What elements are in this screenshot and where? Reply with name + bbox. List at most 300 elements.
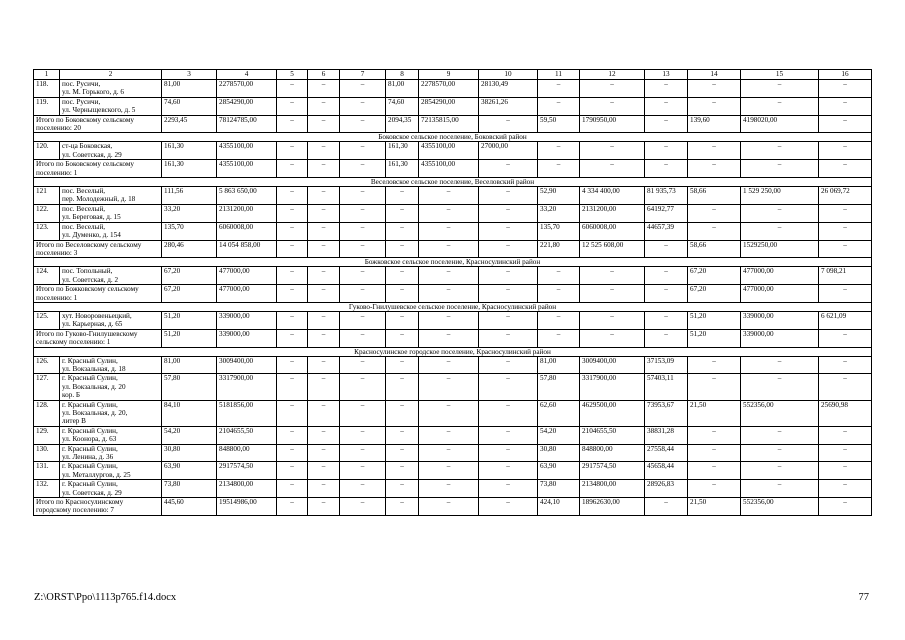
table-cell: 339000,00 (741, 329, 819, 347)
table-cell: – (340, 374, 386, 400)
table-cell: – (688, 480, 741, 498)
address-cell: г. Красный Сулин, ул. Кооноpa, д. 63 (60, 426, 162, 444)
row-number: 132. (34, 480, 60, 498)
column-number: 7 (340, 70, 386, 80)
table-cell: – (308, 160, 340, 178)
address-cell: г. Красный Сулин, ул. Вокзальная, д. 20, литер В (60, 400, 162, 426)
table-cell: 4355100,00 (419, 142, 479, 160)
table-row (34, 400, 872, 426)
table-cell: 64192,77 (645, 204, 688, 222)
table-cell: – (386, 498, 419, 516)
table-cell: 4355100,00 (419, 160, 479, 178)
table-cell: – (479, 498, 538, 516)
total-row (34, 285, 872, 303)
row-number: 129. (34, 426, 60, 444)
table-cell: 2278570,00 (217, 80, 277, 98)
table-cell: – (386, 356, 419, 374)
table-cell: – (819, 329, 872, 347)
table-cell: 73,80 (538, 480, 580, 498)
section-header-row (34, 302, 872, 311)
table-cell: 4198020,00 (741, 115, 819, 133)
table-cell: – (340, 426, 386, 444)
table-cell: – (741, 80, 819, 98)
table-cell: 67,20 (162, 267, 217, 285)
table-cell: – (340, 311, 386, 329)
table-cell: 57,80 (538, 374, 580, 400)
table-cell: – (819, 115, 872, 133)
table-cell: – (277, 356, 308, 374)
table-cell: – (277, 97, 308, 115)
table-cell: – (386, 374, 419, 400)
table-cell: 67,20 (688, 285, 741, 303)
table-cell: 57,80 (162, 374, 217, 400)
table-cell: – (819, 80, 872, 98)
table-cell: 2134800,00 (217, 480, 277, 498)
table-cell: – (308, 444, 340, 462)
table-cell: 51,20 (688, 311, 741, 329)
total-row (34, 329, 872, 347)
table-cell: – (819, 462, 872, 480)
table-cell: – (277, 187, 308, 205)
table-cell: 477000,00 (217, 285, 277, 303)
table-cell: 81,00 (162, 80, 217, 98)
table-cell: – (277, 426, 308, 444)
table-cell: 1790950,00 (580, 115, 645, 133)
table-cell: – (688, 204, 741, 222)
table-cell: – (741, 142, 819, 160)
table-cell: – (741, 160, 819, 178)
table-cell: – (419, 285, 479, 303)
section-header-row (34, 347, 872, 356)
table-cell: – (645, 267, 688, 285)
table-cell: 38831,28 (645, 426, 688, 444)
table-cell: – (277, 115, 308, 133)
table-cell: – (479, 480, 538, 498)
table-cell: 280,46 (162, 240, 217, 258)
table-cell: – (340, 80, 386, 98)
row-number: 127. (34, 374, 60, 400)
table-cell: – (645, 97, 688, 115)
table-cell: 12 525 608,00 (580, 240, 645, 258)
table-cell: 38261,26 (479, 97, 538, 115)
column-number: 14 (688, 70, 741, 80)
table-cell: – (308, 285, 340, 303)
table-cell: – (308, 267, 340, 285)
total-row (34, 160, 872, 178)
table-cell: – (308, 187, 340, 205)
table-cell: 62,60 (538, 400, 580, 426)
table-cell: 3317900,00 (217, 374, 277, 400)
column-number: 5 (277, 70, 308, 80)
table-cell: 445,60 (162, 498, 217, 516)
table-cell: – (308, 142, 340, 160)
row-number: 119. (34, 97, 60, 115)
table-cell: – (277, 498, 308, 516)
table-cell: 5 863 650,00 (217, 187, 277, 205)
table-cell: – (386, 311, 419, 329)
table-cell: – (645, 80, 688, 98)
table-cell: – (479, 285, 538, 303)
table-cell: – (538, 80, 580, 98)
table-cell: – (741, 222, 819, 240)
table-cell: – (741, 480, 819, 498)
table-cell: 339000,00 (217, 311, 277, 329)
table-cell: – (277, 204, 308, 222)
table-cell: – (277, 160, 308, 178)
table-cell: – (340, 462, 386, 480)
table-cell: – (688, 97, 741, 115)
table-cell: – (340, 267, 386, 285)
row-number: 125. (34, 311, 60, 329)
section-title: Веселовское сельское поселение, Веселовский район (34, 178, 872, 187)
address-cell: г. Красный Сулин, ул. Металлургов, д. 25 (60, 462, 162, 480)
table-cell: – (340, 204, 386, 222)
table-cell: – (308, 80, 340, 98)
address-cell: г. Красный Сулин, ул. Вокзальная, д. 20 кор. Б (60, 374, 162, 400)
table-row (34, 80, 872, 98)
table-cell: – (741, 97, 819, 115)
table-cell: – (386, 462, 419, 480)
table-row (34, 356, 872, 374)
table-cell: – (419, 311, 479, 329)
table-cell: – (580, 267, 645, 285)
table-cell: – (419, 480, 479, 498)
section-title: Красносулинское городское поселение, Красносулинский район (34, 347, 872, 356)
table-cell: – (741, 426, 819, 444)
table-cell: – (645, 285, 688, 303)
column-number: 9 (419, 70, 479, 80)
table-cell: – (419, 267, 479, 285)
table-cell: – (277, 329, 308, 347)
table-cell: – (308, 426, 340, 444)
table-cell: – (308, 204, 340, 222)
table-cell: 84,10 (162, 400, 217, 426)
table-cell: 2917574,50 (217, 462, 277, 480)
table-cell: 28926,83 (645, 480, 688, 498)
table-cell: – (645, 115, 688, 133)
table-cell: 3009400,00 (217, 356, 277, 374)
table-cell: – (277, 285, 308, 303)
table-cell: – (277, 240, 308, 258)
table-cell: 2917574,50 (580, 462, 645, 480)
table-cell: 33,20 (538, 204, 580, 222)
table-cell: – (479, 187, 538, 205)
table-cell: 161,30 (162, 142, 217, 160)
row-number: 128. (34, 400, 60, 426)
table-cell: – (645, 142, 688, 160)
column-number: 16 (819, 70, 872, 80)
table-cell: – (340, 142, 386, 160)
table-cell: – (580, 160, 645, 178)
table-cell: – (538, 97, 580, 115)
table-cell: – (419, 462, 479, 480)
section-header-row (34, 258, 872, 267)
table-cell: 27558,44 (645, 444, 688, 462)
row-number: 118. (34, 80, 60, 98)
table-cell: – (819, 444, 872, 462)
table-cell: 21,50 (688, 400, 741, 426)
table-cell: 552356,00 (741, 498, 819, 516)
row-number: 121 (34, 187, 60, 205)
table-cell: – (741, 204, 819, 222)
table-cell: 73953,67 (645, 400, 688, 426)
table-cell: 26 069,72 (819, 187, 872, 205)
table-cell: – (386, 480, 419, 498)
table-cell: 81,00 (162, 356, 217, 374)
table-cell: 19514986,00 (217, 498, 277, 516)
table-cell: – (479, 462, 538, 480)
column-number: 2 (60, 70, 162, 80)
table-cell: – (308, 222, 340, 240)
row-number: 124. (34, 267, 60, 285)
row-number: 122. (34, 204, 60, 222)
table-cell: 477000,00 (217, 267, 277, 285)
table-cell: 54,20 (162, 426, 217, 444)
address-cell: пос. Русичи, ул. М. Горького, д. 6 (60, 80, 162, 98)
table-cell: – (340, 222, 386, 240)
address-cell: г. Красный Сулин, ул. Советская, д. 29 (60, 480, 162, 498)
table-row (34, 142, 872, 160)
table-cell: – (819, 498, 872, 516)
table-cell: – (386, 329, 419, 347)
table-cell: 3317900,00 (580, 374, 645, 400)
row-number: 131. (34, 462, 60, 480)
table-cell: – (819, 356, 872, 374)
table-cell: 45658,44 (645, 462, 688, 480)
table-row (34, 444, 872, 462)
table-cell: 30,80 (538, 444, 580, 462)
table-cell: – (419, 187, 479, 205)
table-cell: 74,60 (386, 97, 419, 115)
table-cell: – (386, 426, 419, 444)
table-cell: – (340, 329, 386, 347)
table-cell: 161,30 (162, 160, 217, 178)
table-cell: – (645, 329, 688, 347)
table-cell: – (538, 329, 580, 347)
table-cell: – (479, 426, 538, 444)
section-header-row (34, 133, 872, 142)
table-cell: – (386, 222, 419, 240)
table-cell: 4355100,00 (217, 142, 277, 160)
table-cell: – (340, 187, 386, 205)
table-cell: – (538, 285, 580, 303)
table-cell: 135,70 (538, 222, 580, 240)
section-title: Боковское сельское поселение, Боковский район (34, 133, 872, 142)
table-cell: – (340, 480, 386, 498)
table-cell: 111,56 (162, 187, 217, 205)
table-cell: 2293,45 (162, 115, 217, 133)
table-cell: – (580, 142, 645, 160)
table-cell: – (479, 329, 538, 347)
table-cell: – (340, 285, 386, 303)
table-cell: – (688, 426, 741, 444)
column-number: 13 (645, 70, 688, 80)
table-cell: – (277, 462, 308, 480)
table-cell: 74,60 (162, 97, 217, 115)
table-cell: – (688, 222, 741, 240)
table-cell: – (386, 204, 419, 222)
table-cell: 221,80 (538, 240, 580, 258)
table-cell: – (340, 160, 386, 178)
total-label: Итого по Веселовскому сельскому поселению: 3 (34, 240, 162, 258)
table-cell: – (819, 97, 872, 115)
total-row (34, 498, 872, 516)
address-cell: г. Красный Сулин, ул. Ленина, д. 36 (60, 444, 162, 462)
table-cell: 18962630,00 (580, 498, 645, 516)
table-cell: 339000,00 (741, 311, 819, 329)
footer-file-path: Z:\ORST\Ppo\1113p765.f14.docx (34, 592, 177, 603)
address-cell: пос. Веселый, ул. Думенко, д. 154 (60, 222, 162, 240)
table-cell: – (277, 267, 308, 285)
table-cell: 2134800,00 (580, 480, 645, 498)
table-cell: – (308, 374, 340, 400)
table-cell: 2131200,00 (217, 204, 277, 222)
table-cell: – (479, 160, 538, 178)
table-cell: – (340, 240, 386, 258)
table-cell: – (419, 498, 479, 516)
address-cell: ст-ца Боковская, ул. Советская, д. 29 (60, 142, 162, 160)
table-cell: – (308, 115, 340, 133)
table-cell: 58,66 (688, 187, 741, 205)
table-row (34, 426, 872, 444)
table-cell: – (340, 115, 386, 133)
footer-page-number: 77 (858, 592, 869, 603)
table-row (34, 462, 872, 480)
row-number: 126. (34, 356, 60, 374)
table-cell: 135,70 (162, 222, 217, 240)
table-cell: – (277, 444, 308, 462)
table-cell: – (819, 240, 872, 258)
table-cell: – (479, 356, 538, 374)
table-cell: – (419, 444, 479, 462)
table-cell: 424,10 (538, 498, 580, 516)
table-cell: – (645, 311, 688, 329)
table-cell: – (277, 374, 308, 400)
table-cell: – (688, 80, 741, 98)
table-cell: – (386, 267, 419, 285)
table-cell: 37153,09 (645, 356, 688, 374)
table-cell: 44657,39 (645, 222, 688, 240)
table-cell: – (479, 444, 538, 462)
table-body (34, 70, 872, 516)
table-cell: 339000,00 (217, 329, 277, 347)
table-cell: 33,20 (162, 204, 217, 222)
table-cell: – (277, 222, 308, 240)
table-cell: 4355100,00 (217, 160, 277, 178)
table-cell: – (538, 267, 580, 285)
table-cell: – (819, 204, 872, 222)
table-cell: 51,20 (162, 311, 217, 329)
table-cell: 552356,00 (741, 400, 819, 426)
table-cell: 51,20 (688, 329, 741, 347)
column-number: 8 (386, 70, 419, 80)
table-cell: – (277, 80, 308, 98)
table-cell: 72135815,00 (419, 115, 479, 133)
total-label: Итого по Боковскому сельскому поселению: 1 (34, 160, 162, 178)
table-cell: – (819, 374, 872, 400)
table-cell: 59,50 (538, 115, 580, 133)
table-cell: – (386, 240, 419, 258)
table-cell: 30,80 (162, 444, 217, 462)
table-cell: 78124785,00 (217, 115, 277, 133)
table-cell: – (277, 142, 308, 160)
table-cell: – (688, 374, 741, 400)
table-cell: 6060008,00 (217, 222, 277, 240)
table-cell: 63,90 (162, 462, 217, 480)
total-label: Итого по Красносулинскому городскому поселению: 7 (34, 498, 162, 516)
table-cell: – (308, 498, 340, 516)
table-cell: – (386, 285, 419, 303)
table-cell: 477000,00 (741, 267, 819, 285)
total-row (34, 240, 872, 258)
table-cell: – (819, 285, 872, 303)
table-row (34, 480, 872, 498)
table-cell: – (479, 267, 538, 285)
row-number: 130. (34, 444, 60, 462)
total-label: Итого по Боковскому сельскому поселению: 20 (34, 115, 162, 133)
table-cell: – (308, 462, 340, 480)
table-cell: – (479, 374, 538, 400)
table-cell: 5181856,00 (217, 400, 277, 426)
table-cell: – (419, 356, 479, 374)
table-cell: – (688, 462, 741, 480)
table-cell: 7 098,21 (819, 267, 872, 285)
table-cell: – (386, 400, 419, 426)
table-row (34, 187, 872, 205)
table-cell: – (580, 285, 645, 303)
table-cell: 848800,00 (580, 444, 645, 462)
address-cell: пос. Веселый, пер. Молодежный, д. 18 (60, 187, 162, 205)
table-cell: 477000,00 (741, 285, 819, 303)
table-cell: – (819, 222, 872, 240)
table-cell: – (308, 356, 340, 374)
table-cell: 21,50 (688, 498, 741, 516)
table-row (34, 374, 872, 400)
table-cell: – (479, 240, 538, 258)
section-title: Божковское сельское поселение, Красносулинский район (34, 258, 872, 267)
section-title: Гуково-Гнилушевское сельское поселение, Красносулинский район (34, 302, 872, 311)
table-cell: – (419, 240, 479, 258)
column-number: 12 (580, 70, 645, 80)
table-cell: – (308, 480, 340, 498)
table-cell: – (340, 356, 386, 374)
table-cell: – (386, 444, 419, 462)
table-cell: – (479, 311, 538, 329)
table-cell: 6 621,09 (819, 311, 872, 329)
column-number: 6 (308, 70, 340, 80)
table-cell: 28130,49 (479, 80, 538, 98)
table-cell: 25690,98 (819, 400, 872, 426)
table-cell: – (419, 204, 479, 222)
table-cell: 2278570,00 (419, 80, 479, 98)
table-row (34, 204, 872, 222)
address-cell: пос. Топольный, ул. Советская, д. 2 (60, 267, 162, 285)
table-cell: 2854290,00 (217, 97, 277, 115)
column-number: 10 (479, 70, 538, 80)
table-cell: 58,66 (688, 240, 741, 258)
table-cell: – (688, 142, 741, 160)
table-cell: – (741, 374, 819, 400)
table-cell: 4 334 400,00 (580, 187, 645, 205)
table-cell: – (308, 400, 340, 426)
table-cell: – (419, 222, 479, 240)
row-number: 123. (34, 222, 60, 240)
table-cell: – (277, 400, 308, 426)
table-cell: 54,20 (538, 426, 580, 444)
table-cell: 2131200,00 (580, 204, 645, 222)
table-cell: 161,30 (386, 160, 419, 178)
column-number: 1 (34, 70, 60, 80)
